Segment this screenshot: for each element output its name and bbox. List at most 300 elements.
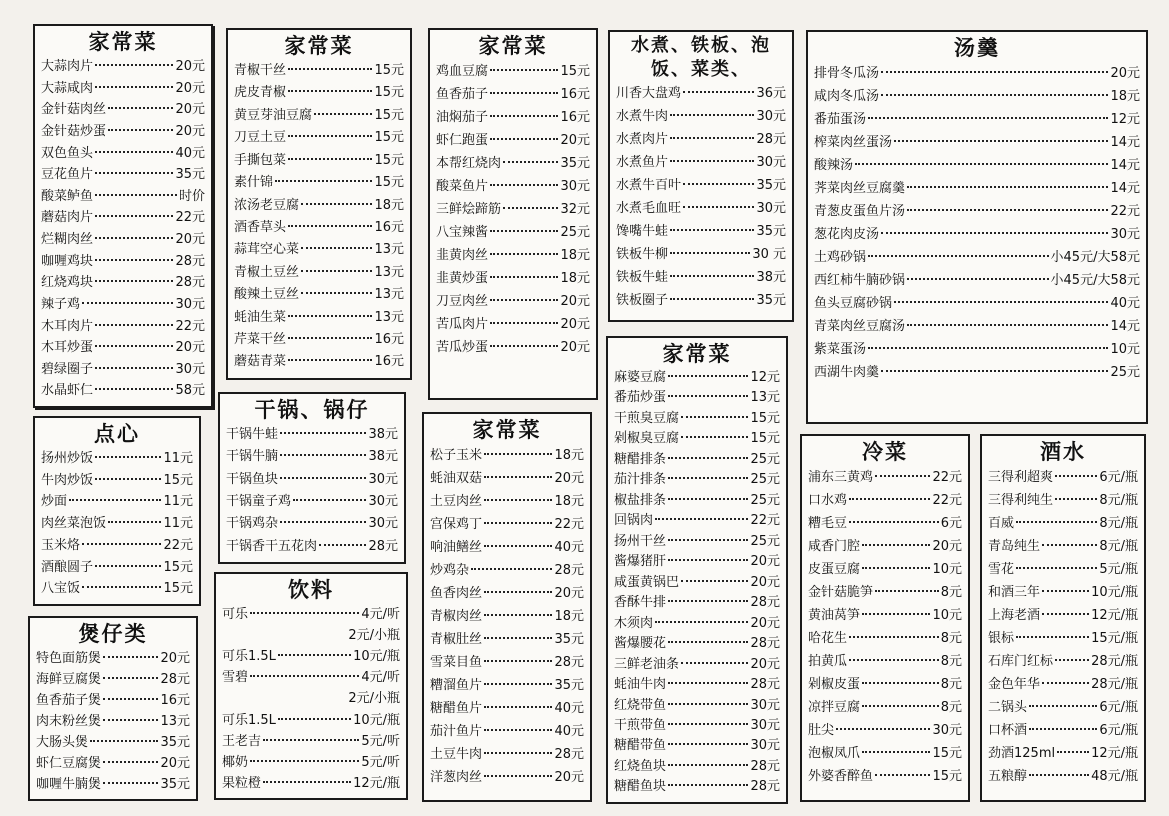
dish-price: 38元 [756,270,786,285]
dish-price: 2元/小瓶 [348,691,400,707]
dish-name: 红烧带鱼 [614,697,667,713]
dish-price: 40元 [1110,296,1140,311]
menu-item [41,78,205,100]
menu-item [988,604,1138,627]
dot-leader [263,739,359,741]
menu-item [814,246,1140,269]
dish-name: 水煮牛肉 [616,109,669,124]
dot-leader [69,499,161,501]
section-title: 汤羹 [954,36,1000,60]
menu-item [436,290,590,313]
menu-item [234,172,404,194]
dish-name: 上海老酒 [988,608,1041,623]
menu-item [436,129,590,152]
menu-item [614,429,780,449]
dish-price: 20元 [175,102,205,118]
dish-price: 25元 [750,533,780,549]
dish-name: 浓汤老豆腐 [234,197,300,213]
dot-leader [668,764,748,766]
menu-item-list [41,448,193,600]
dish-name: 糖醋鱼片 [430,701,483,716]
dot-leader [95,388,173,390]
dish-name: 酱爆猪肝 [614,554,667,570]
menu-item [614,634,780,654]
menu-item-list [616,82,786,312]
menu-item [808,627,962,650]
dish-name: 鱼香肉丝 [430,586,483,601]
dish-price: 28元 [750,758,780,774]
dish-price: 30元 [756,155,786,170]
dish-price: 22元 [1110,204,1140,219]
menu-item [814,154,1140,177]
menu-item [436,175,590,198]
dish-name: 素什锦 [234,175,274,191]
dish-name: 金针菇肉丝 [41,102,107,118]
dot-leader [668,498,748,500]
dot-leader [668,723,748,725]
dish-name: 干锅童子鸡 [226,493,292,509]
dish-name: 酱爆腰花 [614,636,667,652]
dish-price: 30元 [756,201,786,216]
dish-price: 35元 [560,156,590,171]
dish-price: 13元 [374,242,404,258]
dish-name: 肉末粉丝煲 [36,714,102,729]
dish-name: 大蒜肉片 [41,59,94,74]
dot-leader [484,614,552,616]
dish-price: 20元 [560,340,590,355]
menu-item [988,673,1138,696]
menu-item-list [222,604,400,794]
dish-price: 25元 [1110,365,1140,380]
menu-item [808,535,962,558]
menu-item [614,696,780,716]
menu-item [222,688,400,709]
dot-leader [301,247,372,249]
dish-price: 28元 [175,275,205,291]
menu-item [234,284,404,306]
dish-price: 20元 [175,232,205,247]
dish-name: 蘑菇青菜 [234,354,287,370]
dot-leader [668,559,748,561]
dot-leader [314,113,372,115]
menu-item [234,127,404,149]
dish-name: 本帮红烧肉 [436,156,502,171]
menu-item [616,220,786,243]
dish-name: 麻婆豆腐 [614,370,667,385]
dish-price: 时价 [178,188,205,204]
dish-name: 干煎臭豆腐 [614,410,680,426]
dish-price: 13元 [160,714,190,729]
menu-item [430,628,584,651]
menu-item [41,359,205,381]
menu-item [41,251,205,273]
dot-leader [670,275,754,277]
dish-price: 30元 [1110,227,1140,242]
dot-leader [868,255,1049,257]
dot-leader [82,543,161,545]
menu-item [41,535,193,557]
dot-leader [894,301,1108,303]
menu-item [226,469,398,491]
dot-leader [1042,682,1089,684]
menu-item-list [988,466,1138,788]
dish-name: 哈花生 [808,631,848,646]
dot-leader [907,278,1049,280]
dish-name: 五粮醇 [988,769,1028,784]
menu-item [41,380,205,402]
dot-leader [95,478,161,480]
dot-leader [668,703,748,705]
dish-name: 二锅头 [988,700,1028,715]
dish-name: 三鲜烩蹄筋 [436,202,502,217]
dish-name: 泡椒凤爪 [808,746,861,761]
dot-leader [250,760,359,762]
menu-section-jiachangcai-4 [422,412,592,802]
dot-leader [108,107,173,109]
dot-leader [668,743,748,745]
dot-leader [668,682,748,684]
menu-item [222,604,400,625]
dish-name: 西红柿牛腩砂锅 [814,273,906,288]
dish-price: 48元/瓶 [1091,769,1138,784]
menu-section-jiushui [980,434,1146,802]
menu-item [614,470,780,490]
menu-item [226,513,398,535]
menu-item [614,573,780,593]
dish-price: 25元 [750,472,780,488]
dot-leader [503,207,558,209]
dot-leader [301,203,372,205]
menu-item [226,424,398,446]
menu-item [234,307,404,329]
dot-leader [490,322,558,324]
dot-leader [95,86,173,88]
dot-leader [319,544,366,546]
dish-name: 咖喱牛腩煲 [36,777,102,792]
dish-price: 4元/听 [361,607,400,622]
menu-item [234,262,404,284]
dot-leader [1016,521,1097,523]
menu-item [988,742,1138,765]
dot-leader [1016,636,1089,638]
dot-leader [670,229,754,231]
dot-leader [288,158,372,160]
menu-item [41,470,193,492]
menu-item [808,742,962,765]
menu-item-list [808,466,962,788]
dot-leader [855,163,1108,165]
dot-leader [1057,751,1089,753]
dot-leader [95,194,177,196]
dot-leader [683,91,754,93]
dish-price: 20元 [1110,66,1140,81]
menu-item [234,239,404,261]
dish-price: 8元 [940,677,962,692]
menu-item [814,62,1140,85]
dot-leader [503,161,558,163]
dish-price: 58元 [175,383,205,399]
menu-item [614,593,780,613]
dish-name: 松子玉米 [430,448,483,463]
menu-item [234,105,404,127]
menu-section-baozailei [28,616,198,801]
dish-price: 15元 [374,152,404,168]
dot-leader [655,518,748,520]
menu-item [436,267,590,290]
dot-leader [103,719,158,721]
menu-item [436,336,590,359]
dot-leader [484,660,552,662]
dish-price: 18元 [560,271,590,286]
dish-price: 30元 [368,516,398,532]
dish-name: 口水鸡 [808,493,848,508]
menu-item [616,82,786,105]
dot-leader [103,677,158,679]
dish-name: 青椒肉丝 [430,609,483,624]
menu-item [36,774,190,795]
menu-item [41,164,205,186]
menu-item [234,60,404,82]
dot-leader [490,345,558,347]
menu-item-list [814,62,1140,384]
dish-price: 30元 [750,717,780,733]
dish-price: 25元 [750,492,780,508]
section-title: 家常菜 [472,418,542,442]
menu-item [41,557,193,579]
menu-item [616,151,786,174]
dot-leader [670,114,754,116]
menu-item [234,351,404,373]
dish-name: 金针菇脆笋 [808,585,874,600]
dish-name: 剁椒皮蛋 [808,677,861,692]
dish-price: 16元 [160,693,190,708]
menu-item [988,535,1138,558]
dish-price: 35元 [756,178,786,193]
menu-item [808,719,962,742]
dot-leader [894,140,1108,142]
dish-name: 虾仁豆腐煲 [36,756,102,771]
dish-price: 28元/瓶 [1091,654,1138,669]
dot-leader [263,781,351,783]
dish-price: 5元/听 [361,754,400,770]
dot-leader [836,728,930,730]
dish-price: 20元 [175,59,205,74]
dot-leader [668,477,748,479]
menu-item [36,711,190,732]
dot-leader [490,253,558,255]
dot-leader [670,298,754,300]
menu-item [814,315,1140,338]
dish-name: 手撕包菜 [234,152,287,168]
dot-leader [881,94,1108,96]
menu-item-list [226,424,398,558]
dish-name: 水煮毛血旺 [616,201,682,216]
dot-leader [95,324,173,326]
dish-name: 八宝饭 [41,581,81,597]
dot-leader [907,209,1108,211]
dish-price: 28元 [554,655,584,670]
dish-price: 18元 [554,609,584,624]
menu-item [436,313,590,336]
dish-name: 咖喱鸡块 [41,253,94,269]
dish-price: 28元 [368,538,398,554]
menu-item [614,655,780,675]
dish-name: 银标 [988,631,1015,646]
menu-item [430,513,584,536]
dish-name: 炒面 [41,494,68,510]
menu-item [616,243,786,266]
dish-price: 30元 [750,697,780,713]
menu-item [814,108,1140,131]
dish-name: 响油鳝丝 [430,540,483,555]
dish-price: 35元 [554,678,584,693]
dot-leader [484,453,552,455]
dish-price: 20元 [560,317,590,332]
dot-leader [862,567,930,569]
dot-leader [862,544,930,546]
dot-leader [862,613,930,615]
menu-item [436,244,590,267]
dish-name: 烂糊肉丝 [41,232,94,247]
menu-item [234,195,404,217]
dish-price: 15元 [932,769,962,784]
dish-name: 洋葱肉丝 [430,770,483,785]
dot-leader [1042,613,1089,615]
menu-item [41,316,205,338]
dish-name: 干锅香干五花肉 [226,538,318,554]
dot-leader [907,324,1108,326]
menu-item [222,731,400,752]
menu-item [41,337,205,359]
menu-item [616,266,786,289]
dish-name: 苦瓜炒蛋 [436,340,489,355]
dish-name: 可乐1.5L [222,712,276,728]
dish-name: 可乐1.5L [222,649,276,665]
dish-name: 石库门红标 [988,654,1054,669]
dish-name: 黄豆芽油豆腐 [234,107,313,123]
dish-price: 20元 [175,123,205,139]
menu-section-jiachangcai-5 [606,336,788,804]
menu-item [814,269,1140,292]
dish-price: 18元 [374,197,404,213]
dish-price: 8元/瓶 [1099,516,1138,531]
dish-name: 宫保鸡丁 [430,517,483,532]
menu-item [988,765,1138,788]
menu-item [614,368,780,388]
menu-item [436,152,590,175]
dish-price: 15元 [750,410,780,426]
dot-leader [683,183,754,185]
dish-name: 虾仁跑蛋 [436,133,489,148]
dish-price: 40元 [175,145,205,161]
dish-price: 30 元 [752,247,786,262]
dish-price: 13元 [374,287,404,303]
dish-name: 水煮鱼片 [616,155,669,170]
menu-item [41,491,193,513]
dot-leader [95,280,173,282]
dish-price: 30元 [560,179,590,194]
dish-name: 番茄炒蛋 [614,390,667,406]
dish-name: 榨菜肉丝蛋汤 [814,135,893,150]
section-title: 家常菜 [478,34,548,58]
menu-item [41,186,205,208]
dish-name: 土豆肉丝 [430,494,483,509]
dish-name: 青葱皮蛋鱼片汤 [814,204,906,219]
dish-price: 22元 [163,537,193,553]
dish-name: 酒酿圆子 [41,559,94,575]
dish-price: 16元 [560,87,590,102]
dish-name: 蒜茸空心菜 [234,242,300,258]
dish-price: 10元 [1110,342,1140,357]
menu-item [614,388,780,408]
menu-section-ganguo-guozai [218,392,406,564]
menu-item [430,674,584,697]
menu-item [41,448,193,470]
dot-leader [95,456,161,458]
dish-name: 荠菜肉丝豆腐羹 [814,181,906,196]
dish-price: 10元/瓶 [1091,585,1138,600]
dot-leader [1055,475,1097,477]
dish-price: 5元/瓶 [1099,562,1138,577]
dish-price: 20元 [750,554,780,570]
dot-leader [849,498,930,500]
dish-price: 15元 [560,64,590,79]
menu-item [36,753,190,774]
dot-leader [490,69,558,71]
dish-price: 15元 [374,107,404,123]
menu-item [430,490,584,513]
dot-leader [1055,498,1097,500]
dish-price: 32元 [560,202,590,217]
menu-item [41,513,193,535]
dot-leader [875,590,939,592]
dish-price: 8元/瓶 [1099,493,1138,508]
dish-price: 14元 [1110,319,1140,334]
dish-price: 28元 [750,677,780,693]
dish-price: 40元 [554,540,584,555]
dot-leader [862,751,930,753]
dot-leader [881,71,1108,73]
dish-name: 浦东三黄鸡 [808,470,874,485]
menu-item [430,444,584,467]
section-title: 家常菜 [662,342,732,366]
dish-price: 20元 [554,471,584,486]
section-title: 水煮、铁板、泡饭、菜类、 [631,35,771,80]
dot-leader [1029,705,1097,707]
dish-price: 12元/瓶 [1091,746,1138,761]
dish-price: 8元 [940,654,962,669]
dot-leader [82,302,173,304]
dot-leader [108,521,161,523]
dish-price: 8元 [940,631,962,646]
menu-item [234,329,404,351]
dish-name: 红烧鸡块 [41,275,94,291]
dish-price: 22元 [932,493,962,508]
dot-leader [484,637,552,639]
dish-price: 35元 [554,632,584,647]
menu-item [614,675,780,695]
dish-price: 20元 [160,651,190,666]
dish-price: 16元 [560,110,590,125]
dish-name: 木耳炒蛋 [41,340,94,356]
dot-leader [907,186,1108,188]
menu-item [808,466,962,489]
dish-name: 红烧鱼块 [614,758,667,774]
dish-price: 14元 [1110,135,1140,150]
menu-item [430,766,584,789]
menu-section-dianxin [33,416,201,606]
dish-price: 8元/瓶 [1099,539,1138,554]
